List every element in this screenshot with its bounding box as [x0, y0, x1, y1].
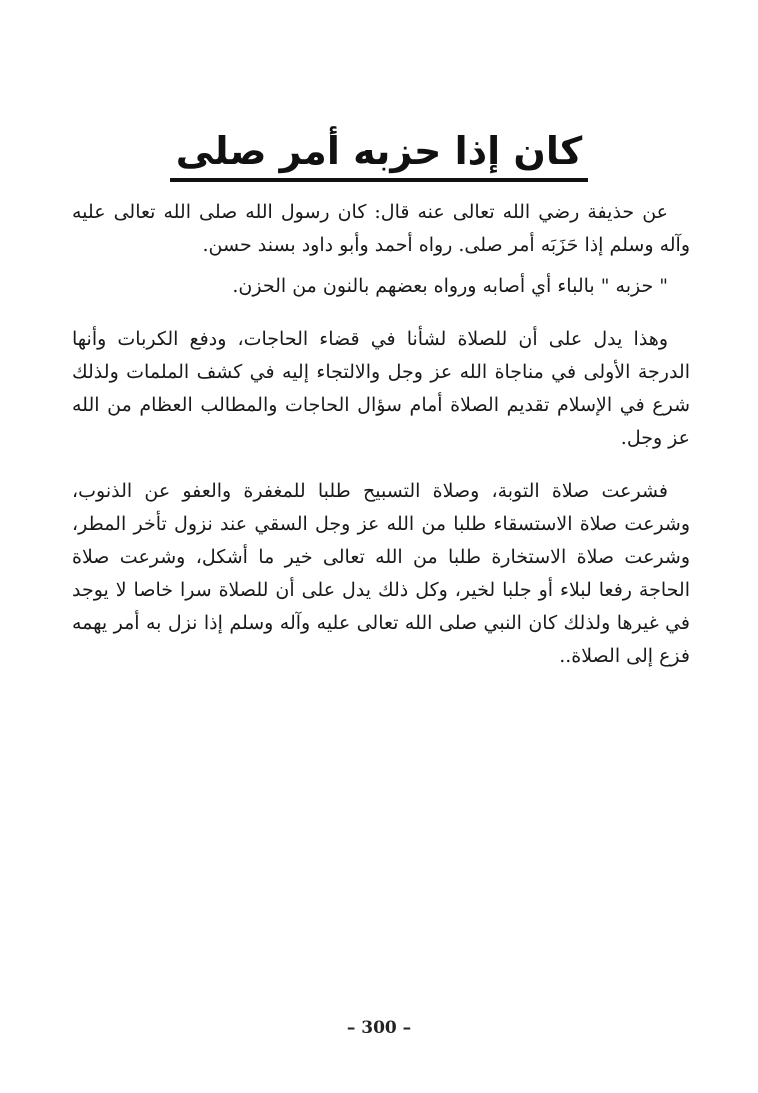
paragraph-explanation: وهذا يدل على أن للصلاة لشأنا في قضاء الحاجات، ودفع الكربات وأنها الدرجة الأولى في مناجاة الله عز وجل والالتجاء إليه في كشف الملمات ولذلك شرع في الإسلام تقديم الصلاة أمام سؤال الحاجات والمطالب العظام من الله عز وجل. — [72, 328, 690, 449]
title-container — [0, 128, 758, 182]
page-number: – 300 – — [346, 1018, 412, 1038]
paragraph-prayers: فشرعت صلاة التوبة، وصلاة التسبيح طلبا للمغفرة والعفو عن الذنوب، وشرعت صلاة الاستسقاء طلبا من الله عز وجل السقي عند نزول تأخر المطر، وشرعت صلاة الاستخارة طلبا من الله تعالى خير ما أشكل، وشرعت صلاة الحاجة رفعا لبلاء أو جلبا لخير، وكل ذلك يدل على أن للصلاة سرا خاصا لا يوجد في غيرها ولذلك كان النبي صلى الله تعالى عليه وآله وسلم إذا نزل به أمر يهمه فزع إلى الصلاة.. — [72, 480, 690, 667]
paragraph-hadith: عن حذيفة رضي الله تعالى عنه قال: كان رسول الله صلى الله تعالى عليه وآله وسلم إذا حَزَبَه أمر صلى. رواه أحمد وأبو داود بسند حسن. — [72, 201, 690, 256]
page-title: كان إذا حزبه أمر صلى — [170, 128, 588, 182]
body-text — [72, 196, 690, 673]
paragraph-note: " حزبه " بالباء أي أصابه ورواه بعضهم بالنون من الحزن. — [232, 275, 668, 297]
